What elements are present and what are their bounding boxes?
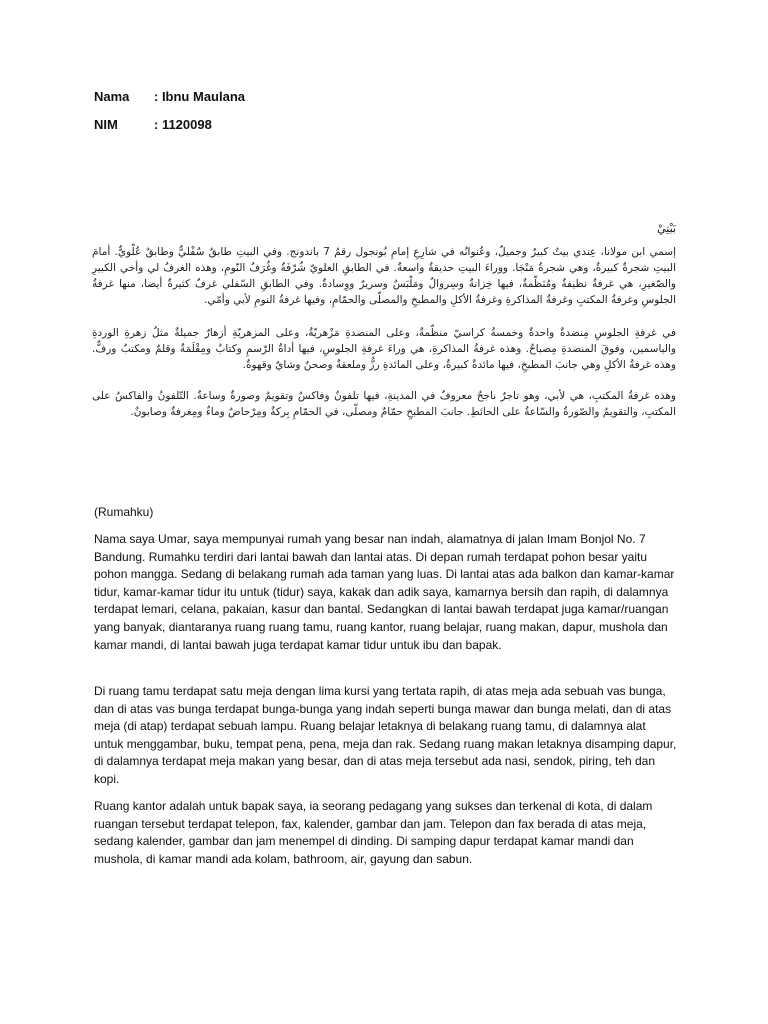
rumahku-paragraph-3 [94,798,678,868]
nim-label: NIM [94,117,118,132]
nama-value: : Ibnu Maulana [154,89,245,104]
paragraph-text: Nama saya Umar, saya mempunyai rumah yang besar nan indah, alamatnya di jalan Imam Bonjol No. 7 Bandung. Rumahku terdiri dari lantai bawah dan lantai atas. Di depan rumah terdapat pohon besar yaitu pohon mangga. Sedang di belakang rumah ada taman yang luas. Di lantai atas ada balkon dan kamar-kamar tidur, kamar-kamar tidur itu untuk (tidur) saya, kakak dan adik saya, kamarnya bersih dan rapih, di dalamnya terdapat lemari, celana, pakaian, kasur dan bantal. Sedangkan di lantai bawah terdapat juga kamar/ruangan yang banyak, diantaranya ruang ruang tamu, ruang kantor, ruang belajar, ruang makan, dapur, mushola dan kamar mandi, di lantai bawah juga terdapat kamar tidur untuk ibu dan bapak. [94,532,675,652]
nama-row [94,89,245,104]
paragraph-text: Ruang kantor adalah untuk bapak saya, ia seorang pedagang yang sukses dan terkenal di kota, di dalam ruangan tersebut terdapat telepon, fax, kalender, gambar dan jam. Telepon dan fax berada di atas meja, sedang kalender, gambar dan jam menempel di dinding. Di samping dapur terdapat kamar mandi dan mushola, di kamar mandi ada kolam, bathroom, air, gayung dan sabun. [94,799,653,866]
arabic-title: بَيْتِيْ [657,222,676,235]
paragraph-text: Di ruang tamu terdapat satu meja dengan lima kursi yang tertata rapih, di atas meja ada sebuah vas bunga, dan di atas vas bunga terdapat bunga-bunga yang indah seperti bunga mawar dan bunga melati, dan di atas meja (di atap) terdapat sebuah lampu. Ruang belajar letaknya di belakang ruang tamu, di dalamnya alat untuk menggambar, buku, tempat pena, pena, meja dan rak. Sedang ruang makan letaknya disamping dapur, di dalamnya terdapat meja makan yang besar, dan di atas meja tersebut ada nasi, sendok, piring, teh dan kopi. [94,684,677,786]
nim-row [94,117,212,132]
rumahku-paragraph-1 [94,531,678,654]
nim-value: : 1120098 [154,117,212,132]
rumahku-title: (Rumahku) [94,505,154,519]
nama-label: Nama [94,89,130,104]
arabic-paragraph-2: في غرفةِ الجلوسِ مِنضدةٌ واحدةٌ وخمسةُ كراسيّ منظّمةٌ، وعلى المنضدةِ مَزْهريّةٌ، وعلى المزهريّةِ أزهارٌ جميلةٌ مثلُ زهرةِ الوردةِ والياسمين، وفوقَ المنضدةِ مِصباحٌ. وهذه غرفةُ المذاكرةِ، هي وراءَ غرفةِ الجلوسِ، فيها أداةُ الرّسمِ وكتابٌ ومِقْلَمَةٌ وقلمٌ ومكتبٌ ورفٌّ. وهذه غرفةُ الأكلِ وهي جانبَ المطبخِ، فيها مائدةٌ كبيرةٌ، وعلى المائدةِ رزٌّ وملعقةٌ وصحنٌ وشايٌ وقهوةٌ. [92,327,676,371]
rumahku-paragraph-2 [94,683,678,789]
arabic-paragraph-3: وهذه غرفةُ المكتبِ، هي لأبي، وهو تاجرٌ ناجحٌ معروفٌ في المدينةِ، فيها تلفونٌ وفاكسٌ وتقويمٌ وصورةٌ وساعةٌ. التّلفونُ والفاكسُ على المكتبِ، والتقويمُ والصّورةُ والسّاعةُ على الحائطِ. جانبَ المطبخِ حمّامٌ ومصلّى، في الحمّامِ بِركةٌ ومِرْحاضٌ وماءٌ ومِغرفةٌ وصابونٌ. [92,390,676,418]
arabic-paragraph-1: إسمي ابن مولانا، عِندي بيتٌ كبيرٌ وجميلٌ، وعُنوانُه في شارِعِ إمامِ بُونجول رقمُ 7 باندونج. وفي البيتِ طابقٌ سُفْليٌّ وطابقٌ عُلْويٌّ. أمامَ البيتِ شجرةٌ كبيرةٌ، وهي شجرةُ مَنْجَا. ووراءَ البيتِ حديقةٌ واسعةٌ. في الطابقِ العلويّ شُرْفَةٌ وغُرَفُ النّومِ، وهذه الغرفُ لي وأخي الكبيرِ والصّغيرِ، هي غرفةٌ نظيفةٌ ومُنَظّمةٌ، فيها خِزانةٌ وسِروالٌ ومَلْبَسٌ وسريرٌ ووِسادةٌ. وفي الطابقِ السّفلي غرفٌ كثيرةٌ أيضا، منها غرفةُ الجلوسِ وغرفةُ المكتبِ وغرفةُ المذاكرةِ وغرفةُ الأكلِ والمطبخِ والمصلّى والحمّامِ، وفيها غرفةُ النومِ لأبي وأمّي. [92,246,677,306]
